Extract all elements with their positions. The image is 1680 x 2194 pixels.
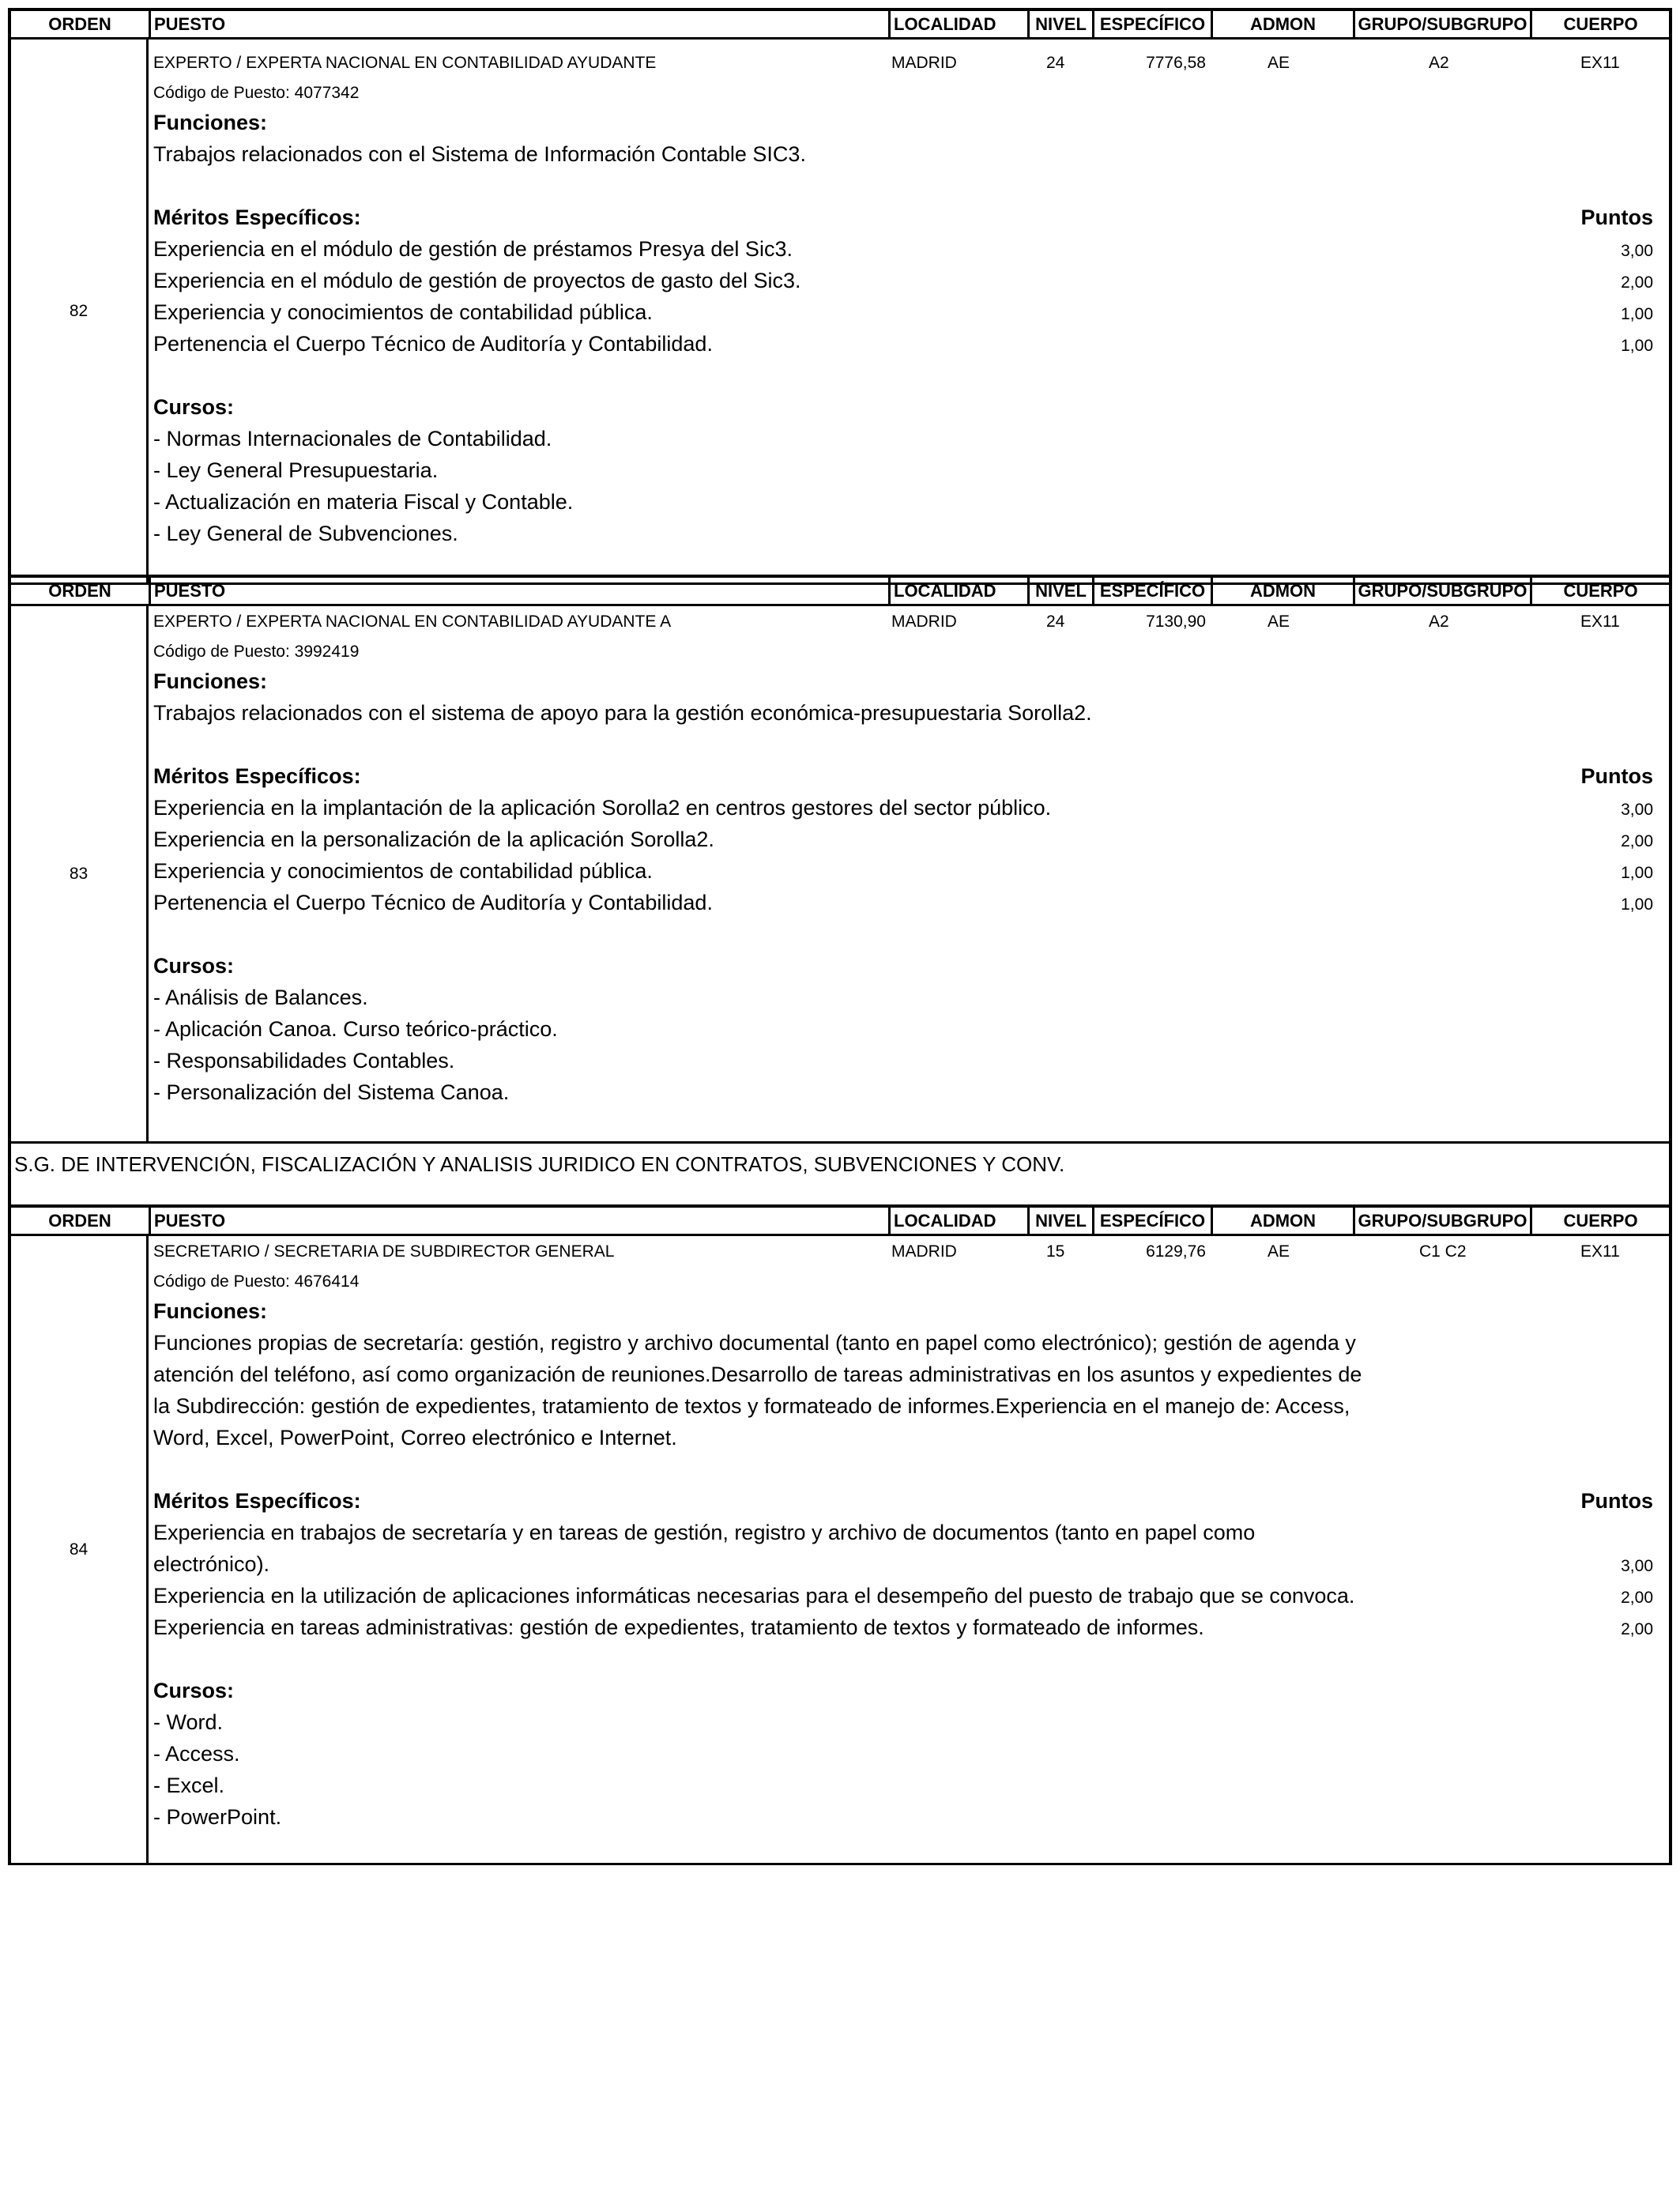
- funciones-line: atención del teléfono, así como organización de reuniones.Desarrollo de tareas administrativas en los asuntos y expedientes de: [153, 1363, 1362, 1386]
- header-grupo: GRUPO/SUBGRUPO: [1353, 11, 1530, 37]
- curso-item: - Análisis de Balances.: [153, 986, 368, 1009]
- nivel-value: 15: [1046, 1242, 1065, 1261]
- localidad-value: MADRID: [891, 613, 957, 631]
- header-nivel: NIVEL: [1027, 11, 1092, 37]
- position-body: [11, 1236, 1669, 1865]
- codigo-text: Código de Puesto:: [153, 1272, 290, 1291]
- codigo-value: 4077342: [294, 84, 360, 102]
- funciones-line: Word, Excel, PowerPoint, Correo electrónico e Internet.: [153, 1426, 677, 1449]
- cursos-heading: Cursos:: [153, 1679, 235, 1702]
- puntos-heading: Puntos: [1580, 1489, 1653, 1513]
- puesto-value: EXPERTO / EXPERTA NACIONAL EN CONTABILIDAD AYUDANTE A: [153, 613, 672, 631]
- puesto-value: EXPERTO / EXPERTA NACIONAL EN CONTABILIDAD AYUDANTE: [153, 54, 657, 72]
- cuerpo-value: EX11: [1580, 613, 1620, 631]
- nivel-value: 24: [1046, 613, 1065, 631]
- header-localidad: LOCALIDAD: [888, 578, 1027, 604]
- header-puesto: PUESTO: [149, 11, 888, 37]
- header-especifico: ESPECÍFICO: [1092, 11, 1211, 37]
- codigo-label: [153, 1272, 359, 1291]
- merito-puntos: 3,00: [1621, 1557, 1653, 1575]
- table-header: [11, 1204, 1669, 1236]
- merito-item: Experiencia en la personalización de la aplicación Sorolla2.: [153, 827, 714, 851]
- header-grupo: GRUPO/SUBGRUPO: [1353, 578, 1530, 604]
- header-nivel: NIVEL: [1027, 1208, 1092, 1234]
- merito-item: Experiencia en la implantación de la aplicación Sorolla2 en centros gestores del sector público.: [153, 796, 1052, 820]
- merito-item: Experiencia en el módulo de gestión de préstamos Presya del Sic3.: [153, 237, 793, 261]
- header-localidad: LOCALIDAD: [888, 11, 1027, 37]
- especifico-value: 7776,58: [1146, 54, 1206, 72]
- curso-item: - Personalización del Sistema Canoa.: [153, 1080, 510, 1104]
- meritos-heading: Méritos Específicos:: [153, 1489, 361, 1513]
- table-header: [11, 575, 1669, 606]
- merito-puntos: 3,00: [1621, 801, 1653, 819]
- cursos-heading: Cursos:: [153, 954, 235, 978]
- localidad-value: MADRID: [891, 1242, 957, 1261]
- position-block-83: [8, 575, 1672, 1144]
- table-header: [11, 8, 1669, 40]
- merito-puntos: 2,00: [1621, 1589, 1653, 1607]
- header-admon: ADMON: [1211, 11, 1353, 37]
- header-admon: ADMON: [1211, 1208, 1353, 1234]
- header-especifico: ESPECÍFICO: [1092, 578, 1211, 604]
- merito-item: Experiencia en trabajos de secretaría y en tareas de gestión, registro y archivo de documentos (tanto en papel como: [153, 1521, 1256, 1544]
- curso-item: - Word.: [153, 1710, 224, 1734]
- position-body: [11, 40, 1669, 585]
- curso-item: - Access.: [153, 1742, 240, 1766]
- position-block-84: [8, 1204, 1672, 1865]
- curso-item: - Aplicación Canoa. Curso teórico-práctico.: [153, 1017, 558, 1041]
- merito-puntos: 2,00: [1621, 1620, 1653, 1638]
- merito-item-continued: electrónico).: [153, 1552, 270, 1576]
- orden-value: 83: [11, 606, 149, 1141]
- curso-item: - Ley General de Subvenciones.: [153, 522, 458, 545]
- section-title: S.G. DE INTERVENCIÓN, FISCALIZACIÓN Y ANALISIS JURIDICO EN CONTRATOS, SUBVENCIONES Y CONV.: [14, 1152, 1065, 1176]
- header-cuerpo: CUERPO: [1530, 1208, 1669, 1234]
- curso-item: - Normas Internacionales de Contabilidad.: [153, 427, 552, 450]
- header-localidad: LOCALIDAD: [888, 1208, 1027, 1234]
- curso-item: - Ley General Presupuestaria.: [153, 458, 439, 482]
- funciones-line: Funciones propias de secretaría: gestión, registro y archivo documental (tanto en papel como electrónico); gestión de agenda y: [153, 1331, 1356, 1355]
- admon-value: AE: [1268, 54, 1290, 72]
- header-orden: ORDEN: [48, 14, 111, 34]
- position-block-82: [8, 8, 1672, 585]
- merito-item: Experiencia y conocimientos de contabilidad pública.: [153, 300, 653, 324]
- merito-item: Experiencia y conocimientos de contabilidad pública.: [153, 859, 653, 883]
- grupo-value: A2: [1429, 54, 1449, 72]
- curso-item: - Excel.: [153, 1774, 225, 1797]
- header-puesto: PUESTO: [149, 1208, 888, 1234]
- header-grupo: GRUPO/SUBGRUPO: [1353, 1208, 1530, 1234]
- header-especifico: ESPECÍFICO: [1092, 1208, 1211, 1234]
- merito-item: Experiencia en el módulo de gestión de proyectos de gasto del Sic3.: [153, 269, 801, 292]
- merito-item: Experiencia en tareas administrativas: gestión de expedientes, tratamiento de textos y formateado de informes.: [153, 1615, 1204, 1639]
- admon-value: AE: [1268, 613, 1290, 631]
- funciones-line: la Subdirección: gestión de expedientes, tratamiento de textos y formateado de informes.Experiencia en el manejo de: Access,: [153, 1394, 1350, 1418]
- header-orden: ORDEN: [48, 1211, 111, 1231]
- puntos-heading: Puntos: [1580, 764, 1653, 788]
- funciones-heading: Funciones:: [153, 111, 268, 134]
- cuerpo-value: EX11: [1580, 54, 1620, 72]
- header-cuerpo: CUERPO: [1530, 11, 1669, 37]
- position-body: [11, 606, 1669, 1144]
- header-admon: ADMON: [1211, 578, 1353, 604]
- curso-item: - Responsabilidades Contables.: [153, 1049, 455, 1072]
- funciones-line: Trabajos relacionados con el Sistema de Información Contable SIC3.: [153, 142, 806, 166]
- nivel-value: 24: [1046, 54, 1065, 72]
- cuerpo-value: EX11: [1580, 1242, 1620, 1261]
- merito-puntos: 2,00: [1621, 832, 1653, 850]
- merito-puntos: 1,00: [1621, 864, 1653, 882]
- orden-value: 82: [11, 40, 149, 582]
- header-nivel: NIVEL: [1027, 578, 1092, 604]
- especifico-value: 7130,90: [1146, 613, 1206, 631]
- section-title-row: [8, 1141, 1672, 1206]
- grupo-value: C1 C2: [1419, 1242, 1467, 1261]
- codigo-text: Código de Puesto:: [153, 643, 290, 661]
- orden-value: 84: [11, 1236, 149, 1863]
- header-orden: ORDEN: [48, 581, 111, 601]
- cursos-heading: Cursos:: [153, 395, 235, 419]
- codigo-value: 4676414: [294, 1272, 360, 1291]
- meritos-heading: Méritos Específicos:: [153, 205, 361, 229]
- merito-puntos: 2,00: [1621, 273, 1653, 292]
- curso-item: - PowerPoint.: [153, 1805, 282, 1829]
- funciones-heading: Funciones:: [153, 669, 268, 693]
- funciones-heading: Funciones:: [153, 1299, 268, 1323]
- codigo-label: [153, 84, 359, 103]
- merito-puntos: 3,00: [1621, 242, 1653, 260]
- header-cuerpo: CUERPO: [1530, 578, 1669, 604]
- merito-puntos: 1,00: [1621, 305, 1653, 323]
- puesto-value: SECRETARIO / SECRETARIA DE SUBDIRECTOR GENERAL: [153, 1242, 615, 1261]
- codigo-label: [153, 643, 359, 662]
- meritos-heading: Méritos Específicos:: [153, 764, 361, 788]
- grupo-value: A2: [1429, 613, 1449, 631]
- header-puesto: PUESTO: [149, 578, 888, 604]
- puntos-heading: Puntos: [1580, 205, 1653, 229]
- merito-puntos: 1,00: [1621, 895, 1653, 914]
- merito-item: Pertenencia el Cuerpo Técnico de Auditoría y Contabilidad.: [153, 891, 713, 914]
- merito-item: Pertenencia el Cuerpo Técnico de Auditoría y Contabilidad.: [153, 332, 713, 356]
- merito-puntos: 1,00: [1621, 337, 1653, 355]
- codigo-value: 3992419: [294, 643, 360, 661]
- curso-item: - Actualización en materia Fiscal y Contable.: [153, 490, 574, 514]
- admon-value: AE: [1268, 1242, 1290, 1261]
- codigo-text: Código de Puesto:: [153, 84, 290, 102]
- funciones-line: Trabajos relacionados con el sistema de apoyo para la gestión económica-presupuestaria Sorolla2.: [153, 701, 1092, 725]
- merito-item: Experiencia en la utilización de aplicaciones informáticas necesarias para el desempeño del puesto de trabajo que se convoca.: [153, 1584, 1355, 1608]
- localidad-value: MADRID: [891, 54, 957, 72]
- especifico-value: 6129,76: [1146, 1242, 1206, 1261]
